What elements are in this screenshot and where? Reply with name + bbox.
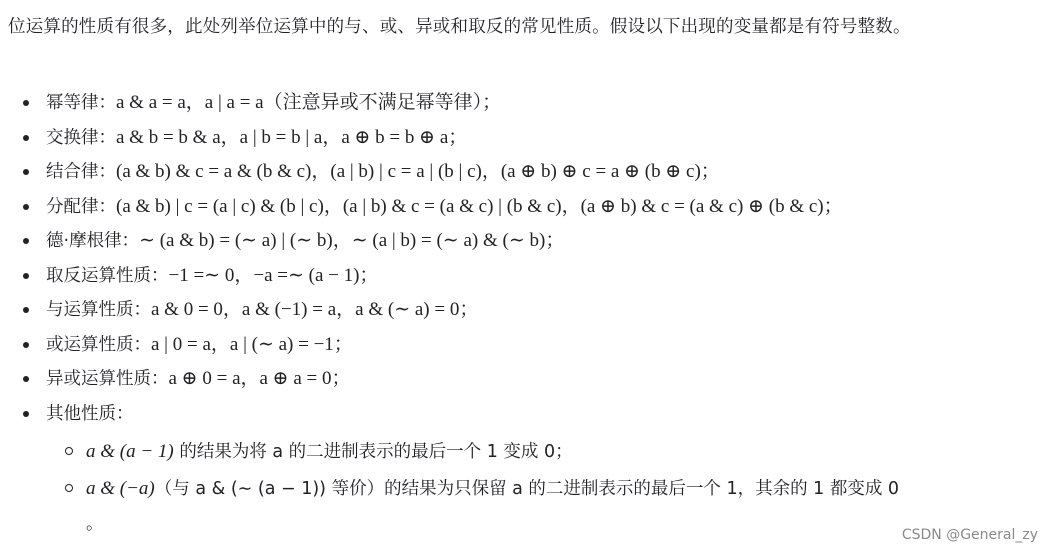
list-item-associative <box>0 155 843 190</box>
list-item-negation <box>0 259 843 294</box>
property-formula: ∼ (a & b) = (∼ a) | (∼ b)，∼ (a | b) = (∼ a) & (∼ b)； <box>139 230 565 251</box>
property-formula: a | 0 = a，a | (∼ a) = −1； <box>151 333 353 355</box>
sub-formula: a & (a − 1) <box>86 441 174 462</box>
property-label: 其他性质： <box>46 403 134 424</box>
property-label: 异或运算性质： <box>46 369 169 389</box>
property-formula: a & a = a，a | a = a（注意异或不满足幂等律）； <box>116 92 502 113</box>
list-item-xor <box>0 362 843 397</box>
list-item-other <box>0 397 843 432</box>
property-formula: (a & b) | c = (a | c) & (b | c)，(a | b) & c = (a & c) | (b & c)，(a ⊕ b) & c = (a & c) ⊕ (b & c)； <box>116 195 843 217</box>
property-formula: a & 0 = 0，a & (−1) = a，a & (∼ a) = 0； <box>151 299 479 320</box>
list-item-and <box>0 293 843 328</box>
watermark: CSDN @General_zy <box>901 527 1038 543</box>
list-item-or <box>0 328 843 363</box>
property-formula: −1 =∼ 0，−a =∼ (a − 1)； <box>168 264 379 286</box>
intro-paragraph: 位运算的性质有很多，此处列举位运算中的与、或、异或和取反的常见性质。假设以下出现的变量都是有符号整数。 <box>8 17 911 37</box>
sub-text: （与 a & (∼ (a − 1)) 等价）的结果为只保留 a 的二进制表示的最后一个 1，其余的 1 都变成 0 <box>154 479 900 499</box>
property-label: 或运算性质： <box>46 334 151 355</box>
property-label: 分配律： <box>46 196 116 217</box>
sub-list-item <box>0 471 899 507</box>
sub-text: 的结果为将 a 的二进制表示的最后一个 1 变成 0； <box>173 442 573 462</box>
list-item-idempotent <box>0 86 843 121</box>
property-label: 与运算性质： <box>46 300 151 320</box>
list-item-de-morgan <box>0 224 843 259</box>
sub-formula: a & (−a) <box>86 478 155 499</box>
properties-list <box>0 86 843 431</box>
property-label: 幂等律： <box>46 93 116 113</box>
sub-list-item <box>0 433 899 471</box>
property-label: 取反运算性质： <box>46 265 169 286</box>
list-item-distributive <box>0 190 843 225</box>
property-label: 德·摩根律： <box>46 231 140 251</box>
property-formula: a & b = b & a，a | b = b | a，a ⊕ b = b ⊕ a； <box>116 126 468 148</box>
property-formula: (a & b) & c = a & (b & c)，(a | b) | c = a | (b | c)，(a ⊕ b) ⊕ c = a ⊕ (b ⊕ c)； <box>116 161 720 182</box>
other-properties-list <box>0 433 899 507</box>
list-item-commutative <box>0 121 843 156</box>
property-formula: a ⊕ 0 = a，a ⊕ a = 0； <box>168 368 351 389</box>
property-label: 交换律： <box>46 127 116 148</box>
trailing-punctuation: 。 <box>86 514 104 534</box>
property-label: 结合律： <box>46 162 116 182</box>
